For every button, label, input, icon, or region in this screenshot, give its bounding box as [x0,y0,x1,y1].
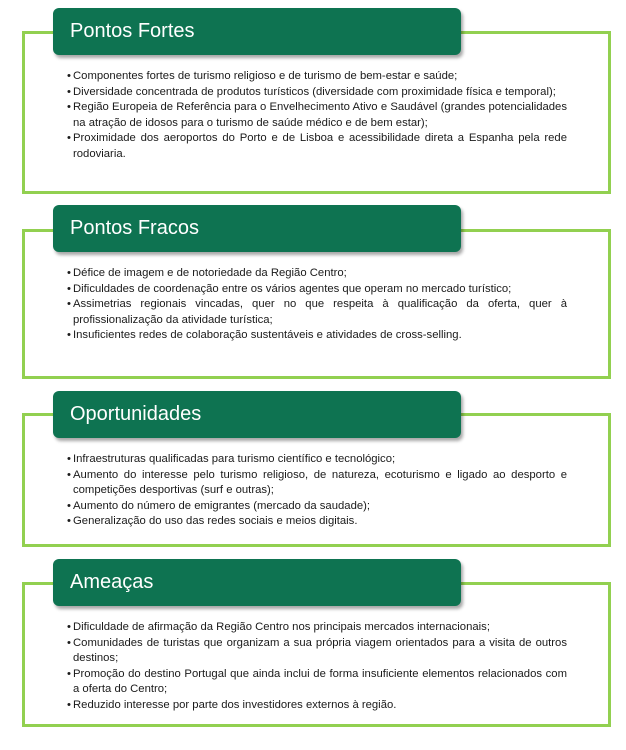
strengths-list [67,69,567,162]
list-item: • Generalização do uso das redes sociais e meios digitais. [67,514,567,530]
weaknesses-list [67,266,567,344]
list-item: • Infraestruturas qualificadas para turismo científico e tecnológico; [67,452,567,468]
list-item: • Região Europeia de Referência para o Envelhecimento Ativo e Saudável (grandes potencialidades na atração de idosos para o turismo de saúde médico e de bem estar); [67,100,567,131]
list-item: • Insuficientes redes de colaboração sustentáveis e atividades de cross-selling. [67,328,567,344]
list-item: • Comunidades de turistas que organizam a sua própria viagem orientados para a visita de outros destinos; [67,636,567,667]
list-item: • Dificuldade de afirmação da Região Centro nos principais mercados internacionais; [67,620,567,636]
weaknesses-header: Pontos Fracos [53,205,461,252]
list-item: • Défice de imagem e de notoriedade da Região Centro; [67,266,567,282]
threats-header: Ameaças [53,559,461,606]
list-item: • Dificuldades de coordenação entre os vários agentes que operam no mercado turístico; [67,282,567,298]
opportunities-list [67,452,567,530]
list-item: • Componentes fortes de turismo religioso e de turismo de bem-estar e saúde; [67,69,567,85]
strengths-header: Pontos Fortes [53,8,461,55]
list-item: • Assimetrias regionais vincadas, quer no que respeita à qualificação da oferta, quer à profissionalização da atividade turística; [67,297,567,328]
list-item: • Reduzido interesse por parte dos investidores externos à região. [67,698,567,714]
list-item: • Diversidade concentrada de produtos turísticos (diversidade com proximidade física e temporal); [67,85,567,101]
opportunities-header: Oportunidades [53,391,461,438]
list-item: • Aumento do interesse pelo turismo religioso, de natureza, ecoturismo e ligado ao desporto e competições desportivas (surf e outras); [67,468,567,499]
list-item: • Proximidade dos aeroportos do Porto e de Lisboa e acessibilidade direta a Espanha pela rede rodoviaria. [67,131,567,162]
threats-list [67,620,567,713]
list-item: • Aumento do número de emigrantes (mercado da saudade); [67,499,567,515]
list-item: • Promoção do destino Portugal que ainda inclui de forma insuficiente elementos relacionados com a oferta do Centro; [67,667,567,698]
